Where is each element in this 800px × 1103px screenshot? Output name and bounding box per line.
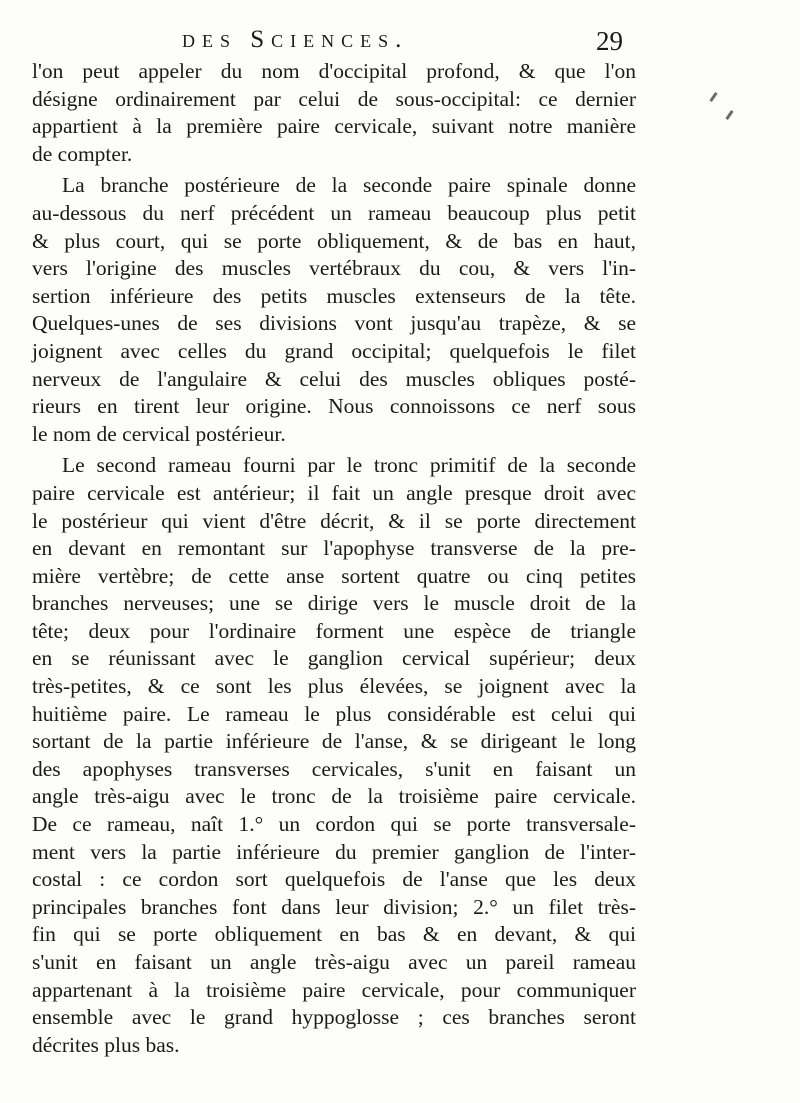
text-line: nerveux de l'angulaire & celui des muscles obliques posté- (32, 366, 636, 391)
text-line: appartient à la première paire cervicale, suivant notre manière (32, 114, 636, 139)
text-line: principales branches font dans leur division; 2.° un filet très- (32, 894, 636, 919)
text-line: ensemble avec le grand hyppoglosse ; ces branches seront (32, 1005, 636, 1030)
text-line: rieurs en tirent leur origine. Nous connoissons ce nerf sous (32, 394, 636, 419)
text-line: vers l'origine des muscles vertébraux du cou, & vers l'in- (32, 256, 636, 281)
text-line: en devant en remontant sur l'apophyse transverse de la pre- (32, 536, 636, 561)
text-line: La branche postérieure de la seconde paire spinale donne (62, 173, 636, 198)
text-line: désigne ordinairement par celui de sous-occipital: ce dernier (32, 86, 636, 111)
text-line: décrites plus bas. (32, 1032, 180, 1057)
running-title: des Sciences. (182, 26, 409, 53)
text-line: De ce rameau, naît 1.° un cordon qui se porte transversale- (32, 812, 636, 837)
paragraph (32, 58, 782, 168)
text-line: Quelques-unes de ses divisions vont jusqu'au trapèze, & se (32, 311, 636, 336)
text-line: tête; deux pour l'ordinaire forment une espèce de triangle (32, 618, 636, 643)
text-line: paire cervicale est antérieur; il fait un angle presque droit avec (32, 480, 636, 505)
text-line: angle très-aigu avec le tronc de la troisième paire cervicale. (32, 784, 636, 809)
text-line: huitième paire. Le rameau le plus considérable est celui qui (32, 701, 636, 726)
text-line: le postérieur qui vient d'être décrit, & il se porte directement (32, 508, 636, 533)
text-line: joignent avec celles du grand occipital; quelquefois le filet (32, 338, 636, 363)
text-line: s'unit en faisant un angle très-aigu avec un pareil rameau (32, 950, 636, 974)
text-line: & plus court, qui se porte obliquement, & de bas en haut, (32, 228, 636, 253)
text-line: sertion inférieure des petits muscles extenseurs de la tête. (32, 283, 636, 308)
text-line: des apophyses transverses cervicales, s'unit en faisant un (32, 756, 636, 781)
text-line: l'on peut appeler du nom d'occipital profond, & que l'on (32, 59, 636, 83)
page-header (0, 26, 800, 62)
text-line: au-dessous du nerf précédent un rameau beaucoup plus petit (32, 200, 636, 225)
text-line: ment vers la partie inférieure du premier ganglion de l'inter- (32, 839, 636, 864)
text-line: sortant de la partie inférieure de l'anse, & se dirigeant le long (32, 729, 636, 754)
text-line: de compter. (32, 141, 133, 166)
text-line: Le second rameau fourni par le tronc primitif de la seconde (62, 453, 636, 478)
text-line: costal : ce cordon sort quelquefois de l'anse que les deux (32, 867, 636, 892)
text-line: en se réunissant avec le ganglion cervical supérieur; deux (32, 646, 636, 671)
text-line: très-petites, & ce sont les plus élevées, se joignent avec la (32, 674, 636, 699)
page-number: 29 (596, 26, 623, 56)
text-line: appartenant à la troisième paire cervicale, pour communiquer (32, 977, 636, 1002)
text-line: fin qui se porte obliquement en bas & en devant, & qui (32, 922, 636, 947)
paragraph (32, 452, 782, 1059)
body-text (32, 58, 782, 1059)
text-line: branches nerveuses; une se dirige vers le muscle droit de la (32, 591, 636, 616)
paragraph (32, 172, 782, 448)
text-line: mière vertèbre; de cette anse sortent quatre ou cinq petites (32, 563, 636, 588)
text-line: le nom de cervical postérieur. (32, 421, 286, 446)
